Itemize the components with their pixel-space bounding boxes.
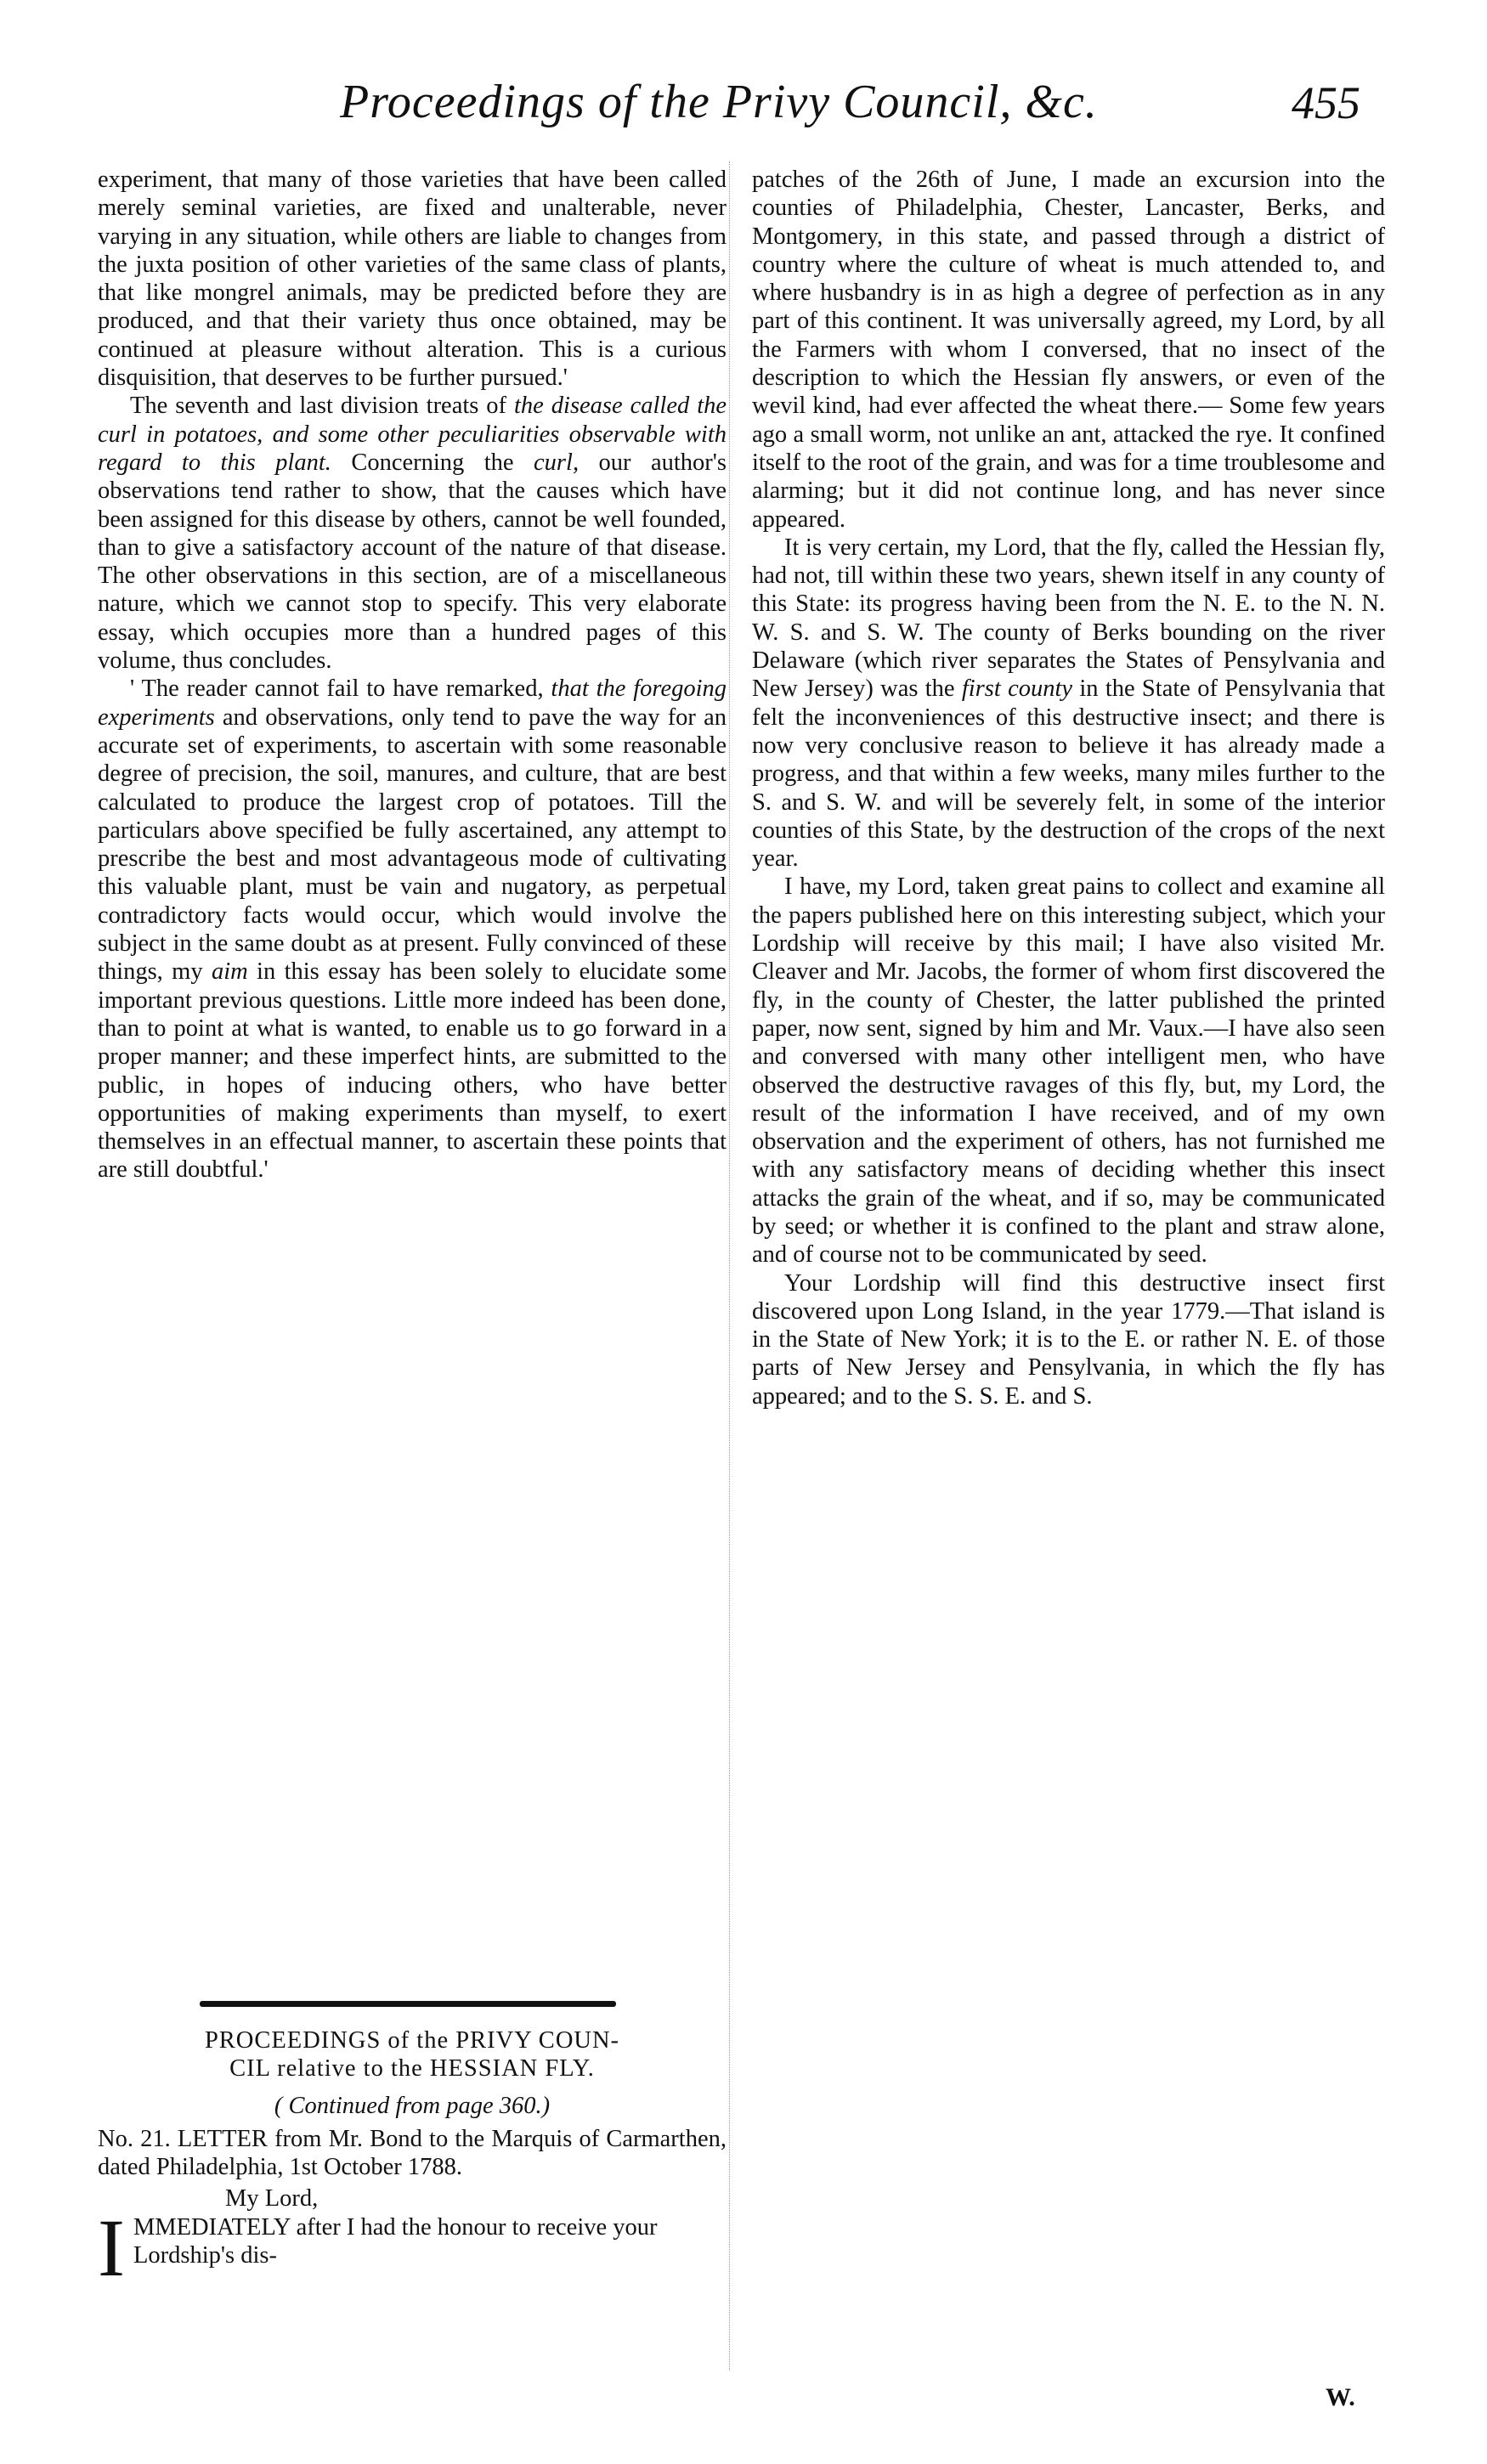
p3-aim-text: aim [211, 958, 248, 986]
left-paragraph-3 [98, 675, 727, 1184]
p3-mid-text: and observations, only tend to pave the way for an accurate set of experiments, to ascertain with some reasonable degree of precision, the soil, manures, and culture, that are best calculated to produce the largest crop of potatoes. Till the particulars above specified be fully ascertained, any attempt to prescribe the best and most advantageous mode of cultivating this valuable plant, must be vain and nugatory, as perpetual contradictory facts would occur, which would involve the subject in the same doubt as at present. Fully convinced of these things, my [98, 704, 727, 986]
opening-text: MMEDIATELY after I had the honour to receive your Lordship's dis- [133, 2213, 658, 2269]
continued-note: ( Continued from page 360.) [274, 2092, 551, 2119]
p2-rest-text: our author's observations tend rather to show, that the causes which have been assigned for this disease by others, cannot be well founded, than to give a satisfactory account of the nature of that disease. The other observations in this section, are of a miscellaneous nature, which we cannot stop to specify. This very elaborate essay, which occupies more than a hundred pages of this volume, thus concludes. [98, 449, 727, 675]
p2-mid-text: Concerning the [351, 449, 514, 476]
p3-italic-text: that the foregoing experiments [98, 675, 727, 731]
right-paragraph-4: Your Lordship will find this destructive insect first discovered upon Long Island, in the year 1779.—That island is in the State of New York; it is to the E. or rather N. E. of those parts of New Jersey and Pensylvania, in which the fly has appeared; and to the S. S. E. and S. [752, 1269, 1385, 1410]
rp2-first-county-text: first county [961, 675, 1073, 703]
p2-lead-text: The seventh and last division treats of [130, 393, 507, 420]
p2-italic-text: the disease called the curl in potatoes, and some other peculiarities observable with regard to this plant. [98, 393, 727, 476]
catchword: W. [1326, 2383, 1355, 2411]
section-title-line-2: CIL relative to the HESSIAN FLY. [229, 2055, 595, 2083]
section-title-line-1: PROCEEDINGS of the PRIVY COUN- [204, 2027, 620, 2054]
running-title: Proceedings of the Privy Council, &c. [340, 76, 1098, 128]
letter-opening [98, 2201, 727, 2293]
section-rule [200, 2001, 616, 2007]
right-paragraph-3: I have, my Lord, taken great pains to collect and examine all the papers published here on this interesting subject, which your Lordship will receive by this mail; I have also visited Mr. Cleaver and Mr. Jacobs, the former of whom first discovered the fly, in the county of Chester, the latter published the printed paper, now sent, signed by him and Mr. Vaux.—I have also seen and conversed with many other intelligent men, who have observed the destructive ravages of this fly, but, my Lord, the result of the information I have received, and of my own observation and the experiment of others, has not furnished me with any satisfactory means of deciding whether this insect attacks the grain of the wheat, and if so, may be communicated by seed; or whether it is confined to the plant and straw alone, and of course not to be communicated by seed. [752, 873, 1385, 1269]
p3-rest-text: in this essay has been solely to elucidate some important previous questions. Little more indeed has been done, than to point at what is wanted, to enable us to go forward in a proper manner; and these imperfect hints, are submitted to the public, in hopes of inducing others, who have better opportunities of making experiments than myself, to exert themselves in an effectual manner, to ascertain these points that are still doubtful.' [98, 958, 727, 1184]
page-header [0, 59, 1487, 153]
right-paragraph-2 [752, 534, 1385, 873]
p2-curl-text: curl, [534, 449, 580, 476]
rp2-rest-text: in the State of Pensylvania that felt the inconveniences of this destructive insect; and there is now very conclusive reason to believe it has already made a progress, and that within a few weeks, many miles further to the S. and S. W. and will be severely felt, in some of the interior counties of this State, by the destruction of the crops of the next year. [752, 675, 1386, 873]
left-paragraph-1: experiment, that many of those varieties that have been called merely seminal varieties, are fixed and unalterable, never varying in any situation, while others are liable to changes from the juxta position of other varieties of the same class of plants, that like mongrel animals, may be predicted before they are produced, and that their variety thus once obtained, may be continued at pleasure without alteration. This is a curious disquisition, that deserves to be further pursued.' [98, 167, 727, 392]
right-column [752, 166, 1385, 1410]
page-number: 455 [1292, 77, 1360, 128]
rp2-lead-text: It is very certain, my Lord, that the fly, called the Hessian fly, had not, till within these two years, shewn itself in any county of this State: its progress having been from the N. E. to the N. N. W. S. and S. W. The county of Berks bounding on the river Delaware (which river separates the States of Pensylvania and New Jersey) was the [752, 534, 1385, 703]
left-paragraph-2 [98, 392, 727, 675]
p3-lead-text: ' The reader cannot fail to have remarked, [130, 675, 544, 703]
drop-cap: I [98, 2201, 125, 2293]
right-paragraph-1: patches of the 26th of June, I made an excursion into the counties of Philadelphia, Chester, Lancaster, Berks, and Montgomery, in this state, and passed through a district of country where the culture of wheat is much attended to, and where husbandry is in as high a degree of perfection as in any part of this continent. It was universally agreed, my Lord, by all the Farmers with whom I conversed, that no insect of the description to which the Hessian fly answers, or even of the wevil kind, had ever affected the wheat there.— Some few years ago a small worm, not unlike an ant, attacked the rye. It confined itself to the root of the grain, and was for a time troublesome and alarming; but it did not continue long, and has never since appeared. [752, 167, 1385, 533]
salutation: My Lord, [225, 2185, 319, 2213]
letter-heading: No. 21. LETTER from Mr. Bond to the Marquis of Carmarthen, dated Philadelphia, 1st October 1788. [98, 2125, 727, 2181]
column-divider [729, 161, 730, 2371]
privy-council-section [98, 2026, 727, 2293]
left-column [98, 166, 727, 1184]
